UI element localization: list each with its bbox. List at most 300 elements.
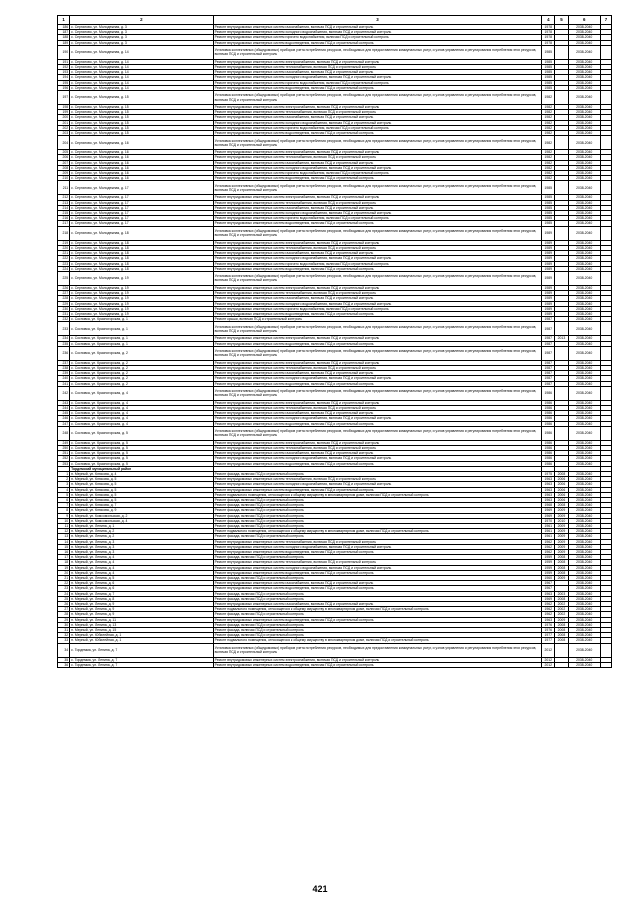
year-repair-cell: 2006 (555, 487, 568, 492)
work-type-cell: Установка коллективных (общедомовых) приборов учета потребления ресурсов, необходимых для предоставления коммунальных услуг, и узлов управления и регулирования потребления этих ресурсов, включая ПСД и строительный контроль (213, 386, 542, 400)
row-number: 239 (58, 371, 70, 376)
address-cell: с. Сосновка, ул. Красногорская, д. 5 (70, 445, 214, 450)
row-number: 223 (58, 261, 70, 266)
year-repair-cell: 2008 (555, 555, 568, 560)
table-row (58, 91, 612, 105)
planned-period-cell: 2038-2040 (568, 581, 600, 586)
address-cell: с. Серпатово, ул. Молодежная, д. 3 (70, 25, 214, 30)
work-type-cell: Ремонт внутридомовых инженерных систем газоснабжения, включая ПСД и строительный контроль (213, 25, 542, 30)
row-number: 31 (58, 628, 70, 633)
year-built-cell: 1985 (542, 85, 555, 90)
year-repair-cell: 2008 (555, 638, 568, 643)
year-built-cell: 1978 (542, 35, 555, 40)
work-type-cell: Ремонт внутридомовых инженерных систем горячего водоснабжения, включая ПСД и строительный контроль (213, 261, 542, 266)
work-type-cell: Ремонт внутридомовых инженерных систем холодного водоснабжения, включая ПСД и строительный контроль (213, 565, 542, 570)
planned-period-cell: 2038-2040 (568, 576, 600, 581)
work-type-cell: Ремонт внутридомовых инженерных систем водоотведения, включая ПСД и строительный контроль (213, 85, 542, 90)
row-number: 202 (58, 125, 70, 130)
row-number: 23 (58, 586, 70, 591)
address-cell: с. Серпатово, ул. Молодежная, д. 17 (70, 195, 214, 200)
row-number: 229 (58, 301, 70, 306)
row-number: 10 (58, 518, 70, 523)
work-type-cell: Ремонт внутридомовых инженерных систем теплоснабжения, включая ПСД и строительный контроль (213, 245, 542, 250)
address-cell: с. Серпатово, ул. Молодежная, д. 18 (70, 251, 214, 256)
work-type-cell: Ремонт внутридомовых инженерных систем теплоснабжения, включая ПСД и строительный контроль (213, 477, 542, 482)
year-built-cell: 1989 (542, 261, 555, 266)
planned-period-cell: 2038-2040 (568, 211, 600, 216)
row-number: 219 (58, 240, 70, 245)
work-type-cell: Ремонт внутридомовых инженерных систем горячего водоснабжения, включая ПСД и строительный контроль (213, 216, 542, 221)
year-built-cell: 1987 (542, 381, 555, 386)
row-number: 201 (58, 120, 70, 125)
planned-period-cell: 2038-2040 (568, 80, 600, 85)
row-number: 13 (58, 534, 70, 539)
page-number: 421 (312, 884, 328, 894)
planned-period-cell: 2038-2040 (568, 376, 600, 381)
planned-period-cell: 2038-2040 (568, 560, 600, 565)
address-cell: п. Мерный, ул. Ленина, д. 4 (70, 560, 214, 565)
planned-period-cell: 2038-2040 (568, 381, 600, 386)
row-number: 16 (58, 550, 70, 555)
planned-period-cell: 2038-2040 (568, 120, 600, 125)
row-number: 252 (58, 456, 70, 461)
planned-period-cell: 2038-2040 (568, 165, 600, 170)
row-number: 6 (58, 498, 70, 503)
year-repair-cell: 2008 (555, 622, 568, 627)
planned-period-cell: 2038-2040 (568, 25, 600, 30)
row-number: 207 (58, 160, 70, 165)
row-number: 192 (58, 65, 70, 70)
planned-period-cell: 2038-2040 (568, 534, 600, 539)
address-cell: с. Сосновка, ул. Красногорская, д. 2 (70, 371, 214, 376)
year-built-cell: 1989 (542, 266, 555, 271)
row-number: 212 (58, 195, 70, 200)
planned-period-cell: 2038-2040 (568, 518, 600, 523)
table-row (58, 662, 612, 667)
planned-period-cell: 2038-2040 (568, 30, 600, 35)
year-built-cell: 1982 (542, 155, 555, 160)
address-cell: п. Мерный, ул. Клюсова, д. 5 (70, 477, 214, 482)
year-built-cell: 1970 (542, 518, 555, 523)
year-built-cell: 1987 (542, 322, 555, 336)
work-type-cell: Установка коллективных (общедомовых) приборов учета потребления ресурсов, необходимых для предоставления коммунальных услуг, и узлов управления и регулирования потребления этих ресурсов, включая ПСД и строительный контроль (213, 346, 542, 360)
planned-period-cell: 2038-2040 (568, 451, 600, 456)
year-repair-cell: 2006 (555, 492, 568, 497)
planned-period-cell: 2038-2040 (568, 136, 600, 150)
header-cell: 5 (555, 16, 568, 25)
year-built-cell: 1987 (542, 336, 555, 341)
year-built-cell: 1982 (542, 165, 555, 170)
address-cell: п. Мерный, ул. Клюсова, д. 7 (70, 503, 214, 508)
address-cell: с. Серпатово, ул. Молодежная, д. 15 (70, 131, 214, 136)
row-number: 27 (58, 607, 70, 612)
row-number: 235 (58, 341, 70, 346)
address-cell: с. Сосновка, ул. Красногорская, д. 4 (70, 421, 214, 426)
empty-cell (600, 136, 611, 150)
year-built-cell: 2012 (542, 657, 555, 662)
year-built-cell: 1985 (542, 80, 555, 85)
planned-period-cell: 2038-2040 (568, 365, 600, 370)
planned-period-cell: 2038-2040 (568, 65, 600, 70)
year-built-cell: 1962 (542, 607, 555, 612)
address-cell: п. Мерный, ул. Клюсова, д. 5 (70, 492, 214, 497)
year-repair-cell: 2008 (555, 633, 568, 638)
year-built-cell: 1978 (542, 40, 555, 45)
year-repair-cell (555, 226, 568, 240)
address-cell: с. Сосновка, ул. Красногорская, д. 1 (70, 322, 214, 336)
work-type-cell: Ремонт внутридомовых инженерных систем водоотведения, включая ПСД и строительный контроль (213, 341, 542, 346)
row-number: 17 (58, 555, 70, 560)
row-number: 194 (58, 75, 70, 80)
planned-period-cell: 2038-2040 (568, 591, 600, 596)
address-cell: п. Мерный, ул. Ленина, д. 3 (70, 539, 214, 544)
row-number: 2 (58, 477, 70, 482)
work-type-cell: Ремонт внутридомовых инженерных систем горячего водоснабжения, включая ПСД и строительный контроль (213, 35, 542, 40)
row-number: 242 (58, 386, 70, 400)
year-built-cell: 2012 (542, 643, 555, 657)
header-cell: 3 (213, 16, 542, 25)
work-type-cell: Ремонт внутридомовых инженерных систем горячего водоснабжения, включая ПСД и строительный контроль (213, 171, 542, 176)
year-repair-cell: 2009 (555, 539, 568, 544)
work-type-cell: Ремонт внутридомовых инженерных систем теплоснабжения, включая ПСД и строительный контроль (213, 365, 542, 370)
year-built-cell: 1986 (542, 386, 555, 400)
work-type-cell: Ремонт внутридомовых инженерных систем газоснабжения, включая ПСД и строительный контроль (213, 205, 542, 210)
work-type-cell: Ремонт подвального помещения, относящегося к общему имуществу в многоквартирном доме, включая ПСД и строительный контроль (213, 492, 542, 497)
planned-period-cell: 2038-2040 (568, 638, 600, 643)
row-number: 240 (58, 376, 70, 381)
year-built-cell: 1967 (542, 581, 555, 586)
work-type-cell: Ремонт внутридомовых инженерных систем водоотведения, включая ПСД и строительный контроль (213, 421, 542, 426)
year-built-cell: 1989 (542, 301, 555, 306)
address-cell: с. Сосновка, ул. Красногорская, д. 4 (70, 405, 214, 410)
planned-period-cell: 2038-2040 (568, 487, 600, 492)
row-number: 247 (58, 421, 70, 426)
year-built-cell: 1963 (542, 482, 555, 487)
planned-period-cell: 2038-2040 (568, 602, 600, 607)
year-repair-cell: 2008 (555, 596, 568, 601)
address-cell: с. Сосновка, ул. Красногорская, д. 2 (70, 381, 214, 386)
work-type-cell: Ремонт внутридомовых инженерных систем холодного водоснабжения, включая ПСД и строительный контроль (213, 30, 542, 35)
year-repair-cell: 2008 (555, 560, 568, 565)
address-cell: с. Серпатово, ул. Молодежная, д. 16 (70, 176, 214, 181)
year-built-cell: 1987 (542, 376, 555, 381)
work-type-cell: Ремонт внутридомовых инженерных систем холодного водоснабжения, включая ПСД и строительный контроль (213, 165, 542, 170)
address-cell: с. Серпатово, ул. Молодежная, д. 16 (70, 155, 214, 160)
address-cell: с. Серпатово, ул. Молодежная, д. 17 (70, 181, 214, 195)
year-built-cell: 1985 (542, 200, 555, 205)
planned-period-cell: 2038-2040 (568, 221, 600, 226)
address-cell: п. Мерный, ул. Ленина, д. 13 (70, 622, 214, 627)
work-type-cell: Ремонт внутридомовых инженерных систем холодного водоснабжения, включая ПСД и строительный контроль (213, 256, 542, 261)
table-row (58, 346, 612, 360)
row-number: 205 (58, 150, 70, 155)
row-number: 220 (58, 245, 70, 250)
work-type-cell: Ремонт внутридомовых инженерных систем горячего водоснабжения, включая ПСД и строительный контроль (213, 80, 542, 85)
work-type-cell: Ремонт внутридомовых инженерных систем водоотведения, включая ПСД и строительный контроль (213, 487, 542, 492)
planned-period-cell: 2038-2040 (568, 70, 600, 75)
work-type-cell: Ремонт подвального помещения, относящегося к общему имуществу в многоквартирном доме, включая ПСД и строительный контроль (213, 529, 542, 534)
row-number: 230 (58, 306, 70, 311)
year-repair-cell (555, 181, 568, 195)
work-type-cell: Ремонт внутридомовых инженерных систем газоснабжения, включая ПСД и строительный контроль (213, 296, 542, 301)
address-cell: с. Сосновка, ул. Красногорская, д. 1 (70, 317, 214, 322)
year-repair-cell: 2002 (555, 612, 568, 617)
year-built-cell: 1989 (542, 251, 555, 256)
work-type-cell: Ремонт крыши, включая ПСД и строительный контроль (213, 317, 542, 322)
year-built-cell: 1986 (542, 440, 555, 445)
year-built-cell: 1975 (542, 471, 555, 476)
empty-cell (600, 226, 611, 240)
address-cell: с. Тордемма, ул. Ленина, д. 7 (70, 657, 214, 662)
row-number: 214 (58, 205, 70, 210)
address-cell: с. Серпатово, ул. Молодежная, д. 17 (70, 216, 214, 221)
year-built-cell: 1982 (542, 91, 555, 105)
work-type-cell: Ремонт внутридомовых инженерных систем теплоснабжения, включая ПСД и строительный контроль (213, 110, 542, 115)
planned-period-cell: 2038-2040 (568, 346, 600, 360)
address-cell: с. Серпатово, ул. Молодежная, д. 15 (70, 91, 214, 105)
work-type-cell: Ремонт внутридомовых инженерных систем водоотведения, включая ПСД и строительный контроль (213, 570, 542, 575)
table-row (58, 386, 612, 400)
work-type-cell: Ремонт внутридомовых инженерных систем холодного водоснабжения, включая ПСД и строительный контроль (213, 376, 542, 381)
year-repair-cell (555, 271, 568, 285)
address-cell: п. Мерный, ул. Ленина, д. 15 (70, 628, 214, 633)
year-built-cell: 1962 (542, 550, 555, 555)
work-type-cell: Ремонт фасада, включая ПСД и строительный контроль (213, 498, 542, 503)
work-type-cell: Ремонт внутридомовых инженерных систем теплоснабжения, включая ПСД и строительный контроль (213, 539, 542, 544)
year-built-cell: 1985 (542, 75, 555, 80)
address-cell: п. Мерный, ул. Ленина, д. 3 (70, 544, 214, 549)
planned-period-cell: 2038-2040 (568, 336, 600, 341)
address-cell: с. Серпатово, ул. Молодежная, д. 14 (70, 59, 214, 64)
row-number: 198 (58, 105, 70, 110)
address-cell: п. Мерный, ул. Юбилейная, д. 1 (70, 633, 214, 638)
address-cell: с. Серпатово, ул. Молодежная, д. 18 (70, 256, 214, 261)
row-number: 211 (58, 181, 70, 195)
year-built-cell: 1986 (542, 405, 555, 410)
year-built-cell: 1963 (542, 492, 555, 497)
year-repair-cell (555, 662, 568, 667)
row-number: 243 (58, 400, 70, 405)
year-repair-cell: 2009 (555, 544, 568, 549)
year-built-cell: 1978 (542, 30, 555, 35)
planned-period-cell: 2038-2040 (568, 440, 600, 445)
work-type-cell: Ремонт внутридомовых инженерных систем газоснабжения, включая ПСД и строительный контроль (213, 70, 542, 75)
row-number: 241 (58, 381, 70, 386)
year-built-cell: 1976 (542, 622, 555, 627)
address-cell: п. Мерный, ул. Ленина, д. 9 (70, 612, 214, 617)
address-cell: п. Мерный, ул. Клюсова, д. 4 (70, 471, 214, 476)
year-repair-cell: 2009 (555, 513, 568, 518)
work-type-cell: Ремонт фасада, включая ПСД и строительный контроль (213, 518, 542, 523)
planned-period-cell: 2038-2040 (568, 216, 600, 221)
planned-period-cell: 2038-2040 (568, 195, 600, 200)
planned-period-cell: 2038-2040 (568, 586, 600, 591)
work-type-cell: Ремонт внутридомовых инженерных систем водоотведения, включая ПСД и строительный контроль (213, 586, 542, 591)
year-repair-cell (555, 45, 568, 59)
work-type-cell: Ремонт внутридомовых инженерных систем холодного водоснабжения, включая ПСД и строительный контроль (213, 211, 542, 216)
planned-period-cell: 2038-2040 (568, 91, 600, 105)
row-number: 210 (58, 176, 70, 181)
planned-period-cell: 2038-2040 (568, 386, 600, 400)
row-number: 234 (58, 336, 70, 341)
year-repair-cell (555, 136, 568, 150)
row-number: 204 (58, 136, 70, 150)
row-number: 21 (58, 576, 70, 581)
work-type-cell: Ремонт фасада, включая ПСД и строительный контроль (213, 503, 542, 508)
year-repair-cell (555, 386, 568, 400)
row-number: 195 (58, 80, 70, 85)
planned-period-cell: 2038-2040 (568, 657, 600, 662)
row-number: 237 (58, 360, 70, 365)
address-cell: с. Сосновка, ул. Красногорская, д. 5 (70, 426, 214, 440)
planned-period-cell: 2038-2040 (568, 240, 600, 245)
row-number: 26 (58, 602, 70, 607)
work-type-cell: Ремонт фасада, включая ПСД и строительный контроль (213, 534, 542, 539)
year-built-cell: 1978 (542, 25, 555, 30)
row-number: 1 (58, 471, 70, 476)
address-cell: п. Мерный, ул. Ленина, д. 9 (70, 607, 214, 612)
work-type-cell: Ремонт внутридомовых инженерных систем теплоснабжения, включая ПСД и строительный контроль (213, 155, 542, 160)
empty-cell (600, 181, 611, 195)
work-type-cell: Ремонт внутридомовых инженерных систем электроснабжения, включая ПСД и строительный контроль (213, 59, 542, 64)
work-type-cell: Ремонт внутридомовых инженерных систем газоснабжения, включая ПСД и строительный контроль (213, 451, 542, 456)
row-number: 33 (58, 638, 70, 643)
row-number: 36 (58, 662, 70, 667)
planned-period-cell: 2038-2040 (568, 508, 600, 513)
planned-period-cell: 2038-2040 (568, 160, 600, 165)
planned-period-cell: 2038-2040 (568, 317, 600, 322)
year-repair-cell: 2006 (555, 477, 568, 482)
year-built-cell: 1987 (542, 346, 555, 360)
planned-period-cell: 2038-2040 (568, 296, 600, 301)
address-cell: с. Серпатово, ул. Молодежная, д. 18 (70, 266, 214, 271)
planned-period-cell: 2038-2040 (568, 341, 600, 346)
address-cell: с. Серпатово, ул. Молодежная, д. 3 (70, 30, 214, 35)
planned-period-cell: 2038-2040 (568, 311, 600, 316)
year-built-cell: 1963 (542, 477, 555, 482)
year-repair-cell: 2009 (555, 529, 568, 534)
work-type-cell: Ремонт внутридомовых инженерных систем газоснабжения, включая ПСД и строительный контроль (213, 411, 542, 416)
work-type-cell: Ремонт внутридомовых инженерных систем электроснабжения, включая ПСД и строительный контроль (213, 240, 542, 245)
row-number: 222 (58, 256, 70, 261)
row-number: 245 (58, 411, 70, 416)
planned-period-cell: 2038-2040 (568, 261, 600, 266)
address-cell: п. Мерный, ул. Ленина, д. 4 (70, 570, 214, 575)
address-cell: с. Тордемма, ул. Ленина, д. 7 (70, 643, 214, 657)
row-number: 28 (58, 612, 70, 617)
planned-period-cell: 2038-2040 (568, 322, 600, 336)
planned-period-cell: 2038-2040 (568, 176, 600, 181)
address-cell: п. Мерный, ул. Ленина, д. 4 (70, 555, 214, 560)
planned-period-cell: 2038-2040 (568, 612, 600, 617)
year-repair-cell: 2006 (555, 498, 568, 503)
table-row (58, 271, 612, 285)
year-built-cell: 1989 (542, 296, 555, 301)
row-number: 226 (58, 285, 70, 290)
work-type-cell: Установка коллективных (общедомовых) приборов учета потребления ресурсов, необходимых для предоставления коммунальных услуг, и узлов управления и регулирования потребления этих ресурсов, включая ПСД и строительный контроль (213, 181, 542, 195)
planned-period-cell: 2038-2040 (568, 256, 600, 261)
planned-period-cell: 2038-2040 (568, 171, 600, 176)
work-type-cell: Ремонт внутридомовых инженерных систем теплоснабжения, включая ПСД и строительный контроль (213, 291, 542, 296)
row-number: 203 (58, 131, 70, 136)
year-built-cell: 1982 (542, 120, 555, 125)
address-cell: с. Серпатово, ул. Молодежная, д. 14 (70, 65, 214, 70)
work-type-cell: Ремонт внутридомовых инженерных систем холодного водоснабжения, включая ПСД и строительный контроль (213, 456, 542, 461)
address-cell: с. Серпатово, ул. Молодежная, д. 3 (70, 35, 214, 40)
year-repair-cell: 2002 (555, 602, 568, 607)
work-type-cell: Ремонт внутридомовых инженерных систем водоотведения, включая ПСД и строительный контроль (213, 617, 542, 622)
year-built-cell: 1982 (542, 125, 555, 130)
planned-period-cell: 2038-2040 (568, 251, 600, 256)
row-number: 246 (58, 416, 70, 421)
year-built-cell: 1959 (542, 555, 555, 560)
work-type-cell: Ремонт внутридомовых инженерных систем водоотведения, включая ПСД и строительный контроль (213, 221, 542, 226)
address-cell: с. Серпатово, ул. Молодежная, д. 19 (70, 291, 214, 296)
work-type-cell: Ремонт внутридомовых инженерных систем водоотведения, включая ПСД и строительный контроль (213, 550, 542, 555)
year-built-cell: 1961 (542, 529, 555, 534)
year-built-cell: 1987 (542, 371, 555, 376)
planned-period-cell: 2038-2040 (568, 205, 600, 210)
planned-period-cell: 2038-2040 (568, 471, 600, 476)
row-number: 200 (58, 115, 70, 120)
table-row (58, 426, 612, 440)
planned-period-cell: 2038-2040 (568, 633, 600, 638)
row-number: 191 (58, 59, 70, 64)
year-repair-cell: 2009 (555, 617, 568, 622)
address-cell: п. Мерный, ул. Ленина, д. 2 (70, 534, 214, 539)
work-type-cell: Ремонт внутридомовых инженерных систем теплоснабжения, включая ПСД и строительный контроль (213, 445, 542, 450)
year-built-cell: 1985 (542, 221, 555, 226)
empty-cell (600, 346, 611, 360)
work-type-cell: Установка коллективных (общедомовых) приборов учета потребления ресурсов, необходимых для предоставления коммунальных услуг, и узлов управления и регулирования потребления этих ресурсов, включая ПСД и строительный контроль (213, 426, 542, 440)
planned-period-cell: 2038-2040 (568, 110, 600, 115)
row-number: 12 (58, 529, 70, 534)
address-cell: п. Мерный, ул. Ленина, д. 8 (70, 596, 214, 601)
planned-period-cell: 2038-2040 (568, 456, 600, 461)
address-cell: с. Серпатово, ул. Молодежная, д. 14 (70, 85, 214, 90)
planned-period-cell: 2038-2040 (568, 271, 600, 285)
row-number: 231 (58, 311, 70, 316)
address-cell: с. Серпатово, ул. Молодежная, д. 18 (70, 245, 214, 250)
table-row (58, 136, 612, 150)
row-number: 20 (58, 570, 70, 575)
row-number: 7 (58, 503, 70, 508)
work-type-cell: Ремонт внутридомовых инженерных систем электроснабжения, включая ПСД и строительный контроль (213, 150, 542, 155)
row-number: 5 (58, 492, 70, 497)
year-repair-cell: 2008 (555, 565, 568, 570)
work-type-cell: Установка коллективных (общедомовых) приборов учета потребления ресурсов, необходимых для предоставления коммунальных услуг, и узлов управления и регулирования потребления этих ресурсов, включая ПСД и строительный контроль (213, 322, 542, 336)
row-number: 188 (58, 35, 70, 40)
work-type-cell: Ремонт фасада, включая ПСД и строительный контроль (213, 591, 542, 596)
year-repair-cell: 2002 (555, 607, 568, 612)
work-type-cell: Ремонт внутридомовых инженерных систем теплоснабжения, включая ПСД и строительный контроль (213, 200, 542, 205)
year-built-cell: 1961 (542, 534, 555, 539)
work-type-cell: Ремонт внутридомовых инженерных систем электроснабжения, включая ПСД и строительный контроль (213, 105, 542, 110)
address-cell: с. Серпатово, ул. Молодежная, д. 19 (70, 311, 214, 316)
address-cell: Тордемский муниципальный район (70, 466, 214, 471)
planned-period-cell: 2038-2040 (568, 226, 600, 240)
work-type-cell: Ремонт фасада, включая ПСД и строительный контроль (213, 508, 542, 513)
address-cell: с. Сосновка, ул. Красногорская, д. 2 (70, 376, 214, 381)
year-built-cell: 1989 (542, 240, 555, 245)
year-built-cell: 1989 (542, 311, 555, 316)
empty-cell (600, 643, 611, 657)
planned-period-cell: 2038-2040 (568, 150, 600, 155)
planned-period-cell: 2038-2040 (568, 285, 600, 290)
address-cell: с. Серпатово, ул. Молодежная, д. 19 (70, 301, 214, 306)
empty-cell (600, 426, 611, 440)
year-built-cell: 1959 (542, 560, 555, 565)
